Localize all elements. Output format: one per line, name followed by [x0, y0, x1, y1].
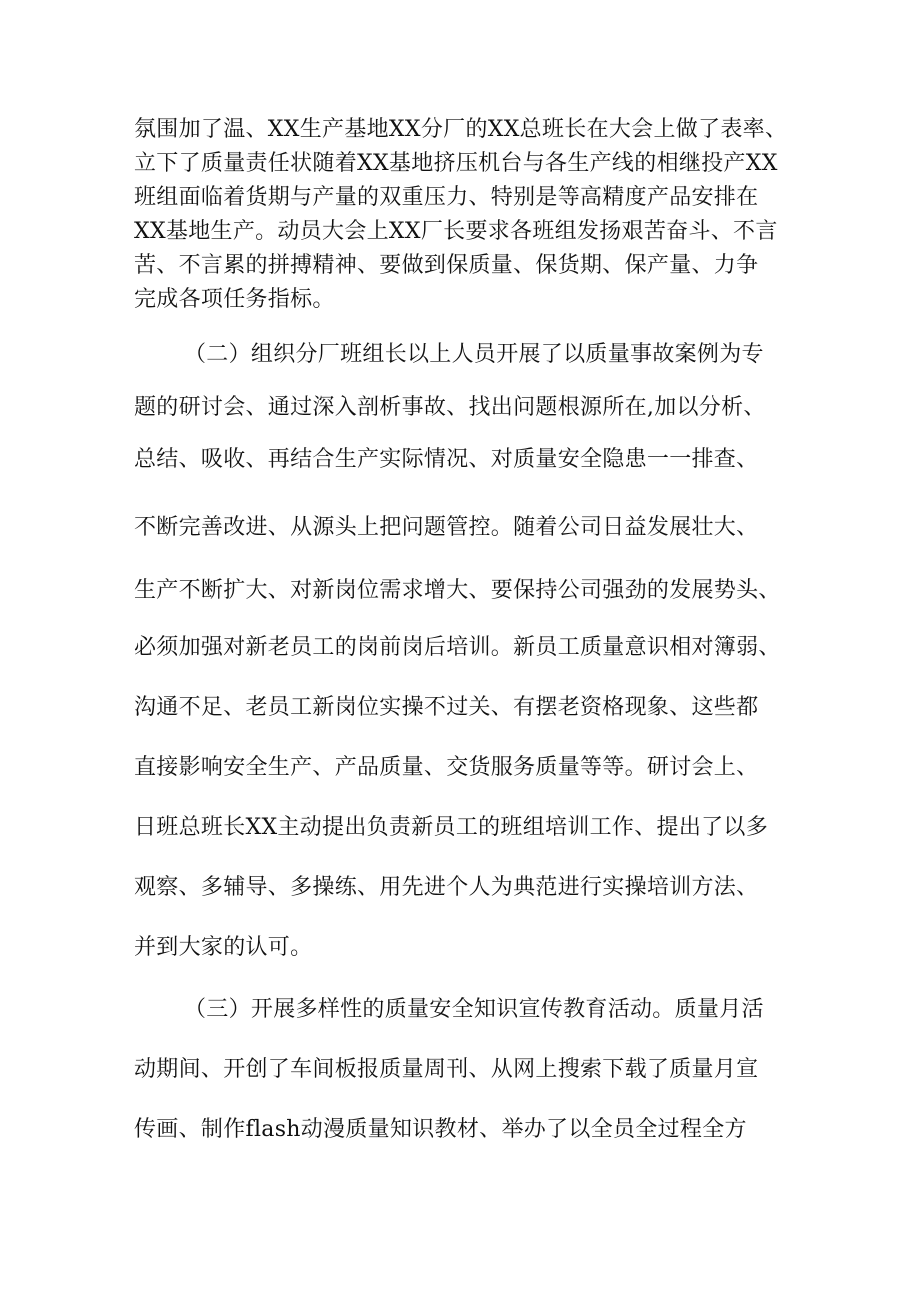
paragraph-1-line-4: XX基地生产。动员大会上XX厂长要求各班组发扬艰苦奋斗、不言	[134, 219, 778, 244]
paragraph-1-line-2: 立下了质量责任状随着XX基地挤压机台与各生产线的相继投产XX	[134, 151, 778, 176]
paragraph-2-line-5: 生产不断扩大、对新岗位需求增大、要保持公司强劲的发展势头、	[134, 578, 781, 603]
paragraph-2-line-4: 不断完善改进、从源头上把问题管控。随着公司日益发展壮大、	[134, 515, 759, 540]
paragraph-2-line-9: 日班总班长XX主动提出负责新员工的班组培训工作、提出了以多	[134, 815, 769, 840]
paragraph-3-line-2: 动期间、开创了车间板报质量周刊、从网上搜索下载了质量月宣	[134, 1057, 759, 1082]
paragraph-1-line-5: 苦、不言累的拼搏精神、要做到保质量、保货期、保产量、力争	[134, 253, 759, 278]
paragraph-2-line-8: 直接影响安全生产、产品质量、交货服务质量等等。研讨会上、	[134, 755, 759, 780]
paragraph-2-line-10: 观察、多辅导、多操练、用先进个人为典范进行实操培训方法、	[134, 875, 759, 900]
paragraph-1-line-6: 完成各项任务指标。	[134, 287, 335, 312]
paragraph-2-line-3: 总结、吸收、再结合生产实际情况、对质量安全隐患一一排查、	[134, 447, 759, 472]
paragraph-3-line-3: 传画、制作flash动漫质量知识教材、举办了以全员全过程全方	[134, 1117, 747, 1142]
paragraph-2-line-1: （二）组织分厂班组长以上人员开展了以质量事故案例为专	[184, 342, 764, 367]
paragraph-2-line-11: 并到大家的认可。	[134, 935, 313, 960]
paragraph-2-line-2: 题的研讨会、通过深入剖析事故、找出问题根源所在,加以分析、	[134, 395, 766, 420]
paragraph-3-line-1: （三）开展多样性的质量安全知识宣传教育活动。质量月活	[184, 997, 764, 1022]
paragraph-1-line-1: 氛围加了温、XX生产基地XX分厂的XX总班长在大会上做了表率、	[134, 117, 788, 142]
paragraph-2-line-7: 沟通不足、老员工新岗位实操不过关、有摆老资格现象、这些都	[134, 695, 759, 720]
paragraph-2-line-6: 必须加强对新老员工的岗前岗后培训。新员工质量意识相对簿弱、	[134, 635, 781, 660]
paragraph-1-line-3: 班组面临着货期与产量的双重压力、特别是等高精度产品安排在	[134, 185, 759, 210]
